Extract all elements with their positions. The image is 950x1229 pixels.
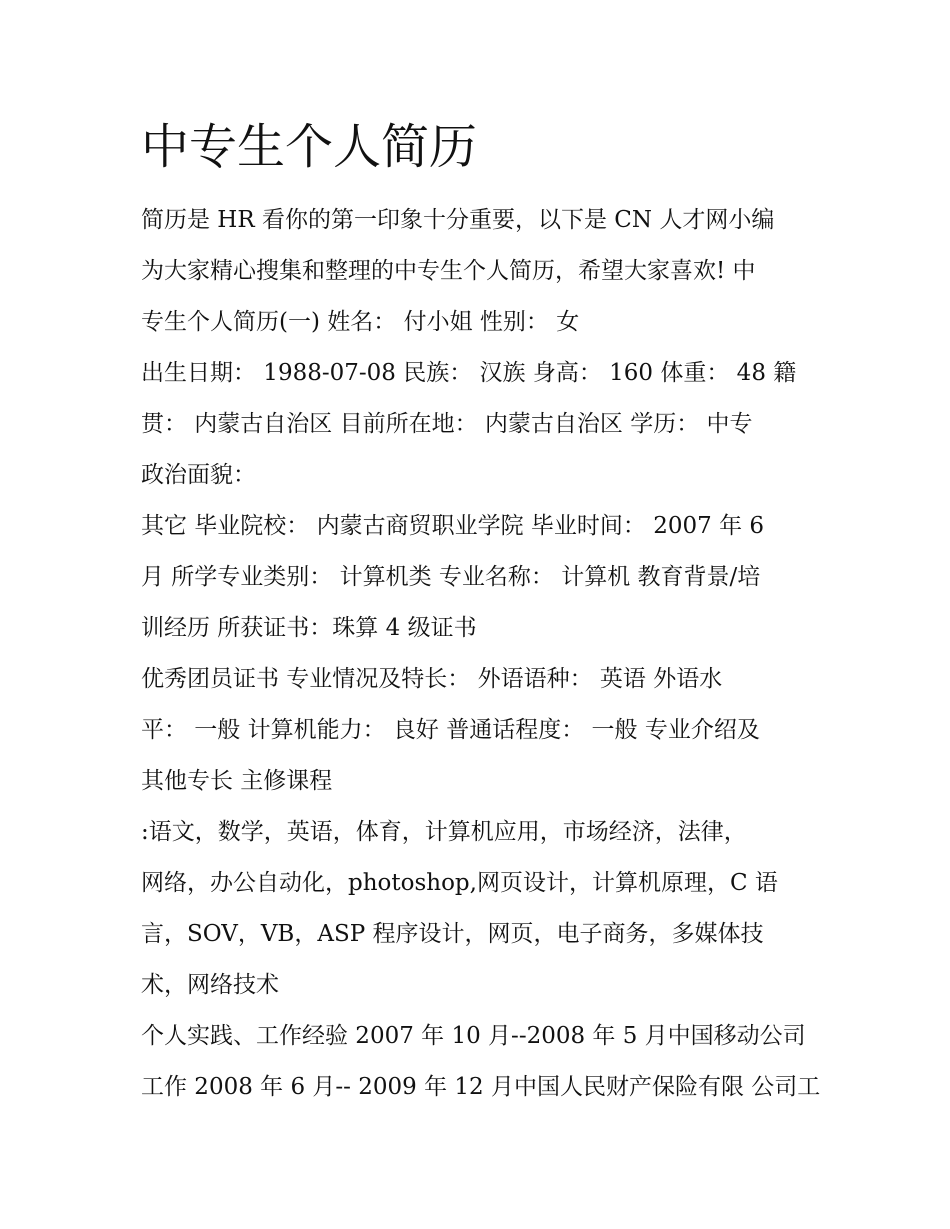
body-line: 工作 2008 年 6 月-- 2009 年 12 月中国人民财产保险有限 公司工 bbox=[141, 1074, 821, 1100]
body-line: :语文，数学，英语，体育，计算机应用，市场经济，法律， bbox=[141, 819, 747, 845]
body-line: 平： 一般 计算机能力： 良好 普通话程度： 一般 专业介绍及 bbox=[141, 717, 760, 743]
body-line: 月 所学专业类别： 计算机类 专业名称： 计算机 教育背景/培 bbox=[141, 564, 761, 590]
body-line: 贯： 内蒙古自治区 目前所在地： 内蒙古自治区 学历： 中专 bbox=[141, 411, 753, 437]
body-line: 术，网络技术 bbox=[141, 972, 279, 998]
document-body bbox=[141, 195, 821, 1113]
document-title: 中专生个人简历 bbox=[141, 119, 478, 175]
body-line: 政治面貌： bbox=[141, 462, 256, 488]
body-line: 出生日期： 1988-07-08 民族： 汉族 身高： 160 体重： 48 籍 bbox=[141, 360, 797, 386]
body-line: 为大家精心搜集和整理的中专生个人简历，希望大家喜欢! 中 bbox=[141, 258, 756, 284]
body-line: 网络，办公自动化，photoshop,网页设计，计算机原理，C 语 bbox=[141, 870, 778, 896]
body-line: 简历是 HR 看你的第一印象十分重要，以下是 CN 人才网小编 bbox=[141, 207, 775, 233]
body-line: 个人实践、工作经验 2007 年 10 月--2008 年 5 月中国移动公司 bbox=[141, 1023, 806, 1049]
body-line: 训经历 所获证书：珠算 4 级证书 bbox=[141, 615, 477, 641]
body-line: 优秀团员证书 专业情况及特长： 外语语种： 英语 外语水 bbox=[141, 666, 723, 692]
body-line: 其他专长 主修课程 bbox=[141, 768, 333, 794]
body-line: 其它 毕业院校： 内蒙古商贸职业学院 毕业时间： 2007 年 6 bbox=[141, 513, 765, 539]
body-line: 专生个人简历(一) 姓名： 付小姐 性别： 女 bbox=[141, 309, 580, 335]
body-line: 言，SOV，VB，ASP 程序设计，网页，电子商务，多媒体技 bbox=[141, 921, 764, 947]
